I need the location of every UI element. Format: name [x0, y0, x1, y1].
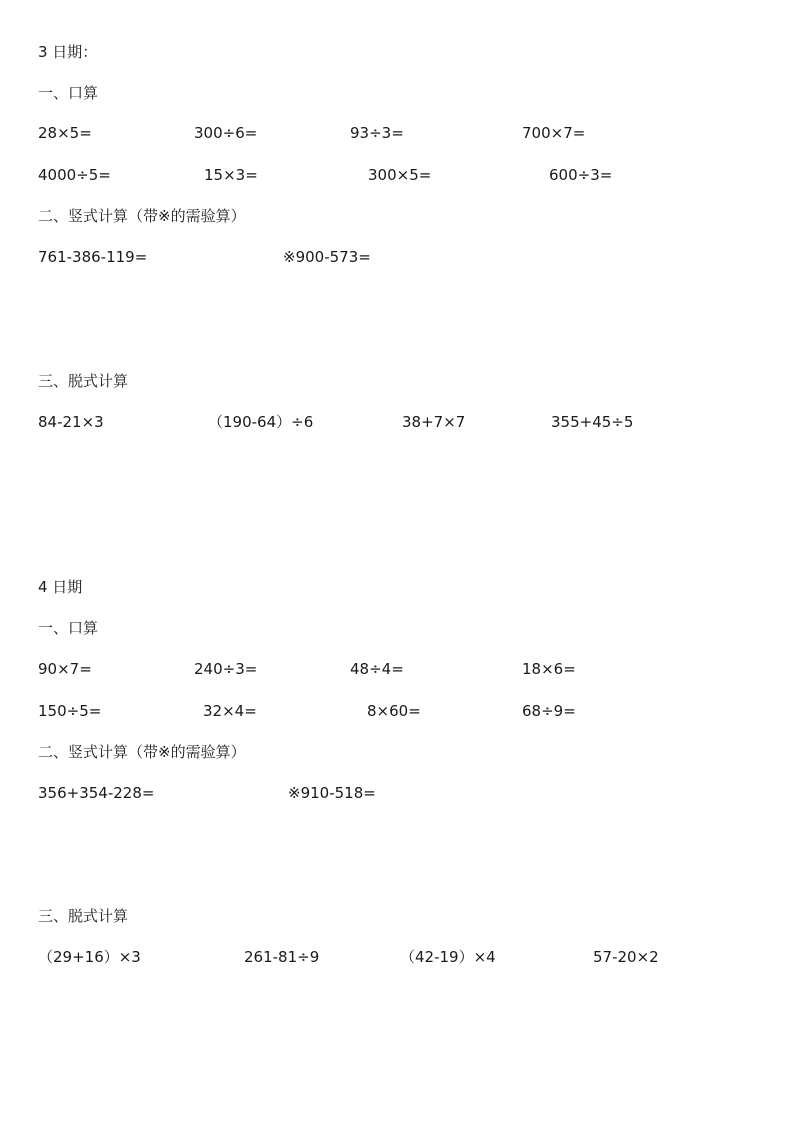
stepwise-problem: （42-19）×4 [400, 948, 496, 966]
stepwise-problem: （190-64）÷6 [208, 413, 314, 431]
vertical-problem: 761-386-119= [38, 248, 148, 266]
oral-problem: 150÷5= [38, 702, 102, 720]
day4-stepwise-heading: 三、脱式计算 [38, 907, 129, 925]
oral-problem: 240÷3= [194, 660, 258, 678]
stepwise-problem: 261-81÷9 [244, 948, 320, 966]
oral-problem: 32×4= [203, 702, 257, 720]
oral-problem: 4000÷5= [38, 166, 111, 184]
stepwise-problem: 355+45÷5 [551, 413, 634, 431]
oral-problem: 68÷9= [522, 702, 576, 720]
vertical-problem: ※910-518= [288, 784, 376, 802]
oral-problem: 300×5= [368, 166, 432, 184]
stepwise-problem: 57-20×2 [593, 948, 659, 966]
stepwise-problem: 84-21×3 [38, 413, 104, 431]
oral-problem: 28×5= [38, 124, 92, 142]
oral-problem: 300÷6= [194, 124, 258, 142]
oral-problem: 93÷3= [350, 124, 404, 142]
oral-problem: 8×60= [367, 702, 421, 720]
oral-problem: 90×7= [38, 660, 92, 678]
vertical-problem: 356+354-228= [38, 784, 155, 802]
day3-date-label: 3 日期： [38, 43, 98, 61]
oral-problem: 15×3= [204, 166, 258, 184]
day4-oral-heading: 一、口算 [38, 619, 99, 637]
day4-date-label: 4 日期 [38, 578, 83, 596]
oral-problem: 18×6= [522, 660, 576, 678]
day4-vertical-heading: 二、竖式计算（带※的需验算） [38, 743, 246, 761]
stepwise-problem: 38+7×7 [402, 413, 466, 431]
oral-problem: 600÷3= [549, 166, 613, 184]
stepwise-problem: （29+16）×3 [38, 948, 141, 966]
oral-problem: 48÷4= [350, 660, 404, 678]
oral-problem: 700×7= [522, 124, 586, 142]
day3-oral-heading: 一、口算 [38, 84, 99, 102]
day3-stepwise-heading: 三、脱式计算 [38, 372, 129, 390]
vertical-problem: ※900-573= [283, 248, 371, 266]
day3-vertical-heading: 二、竖式计算（带※的需验算） [38, 207, 246, 225]
